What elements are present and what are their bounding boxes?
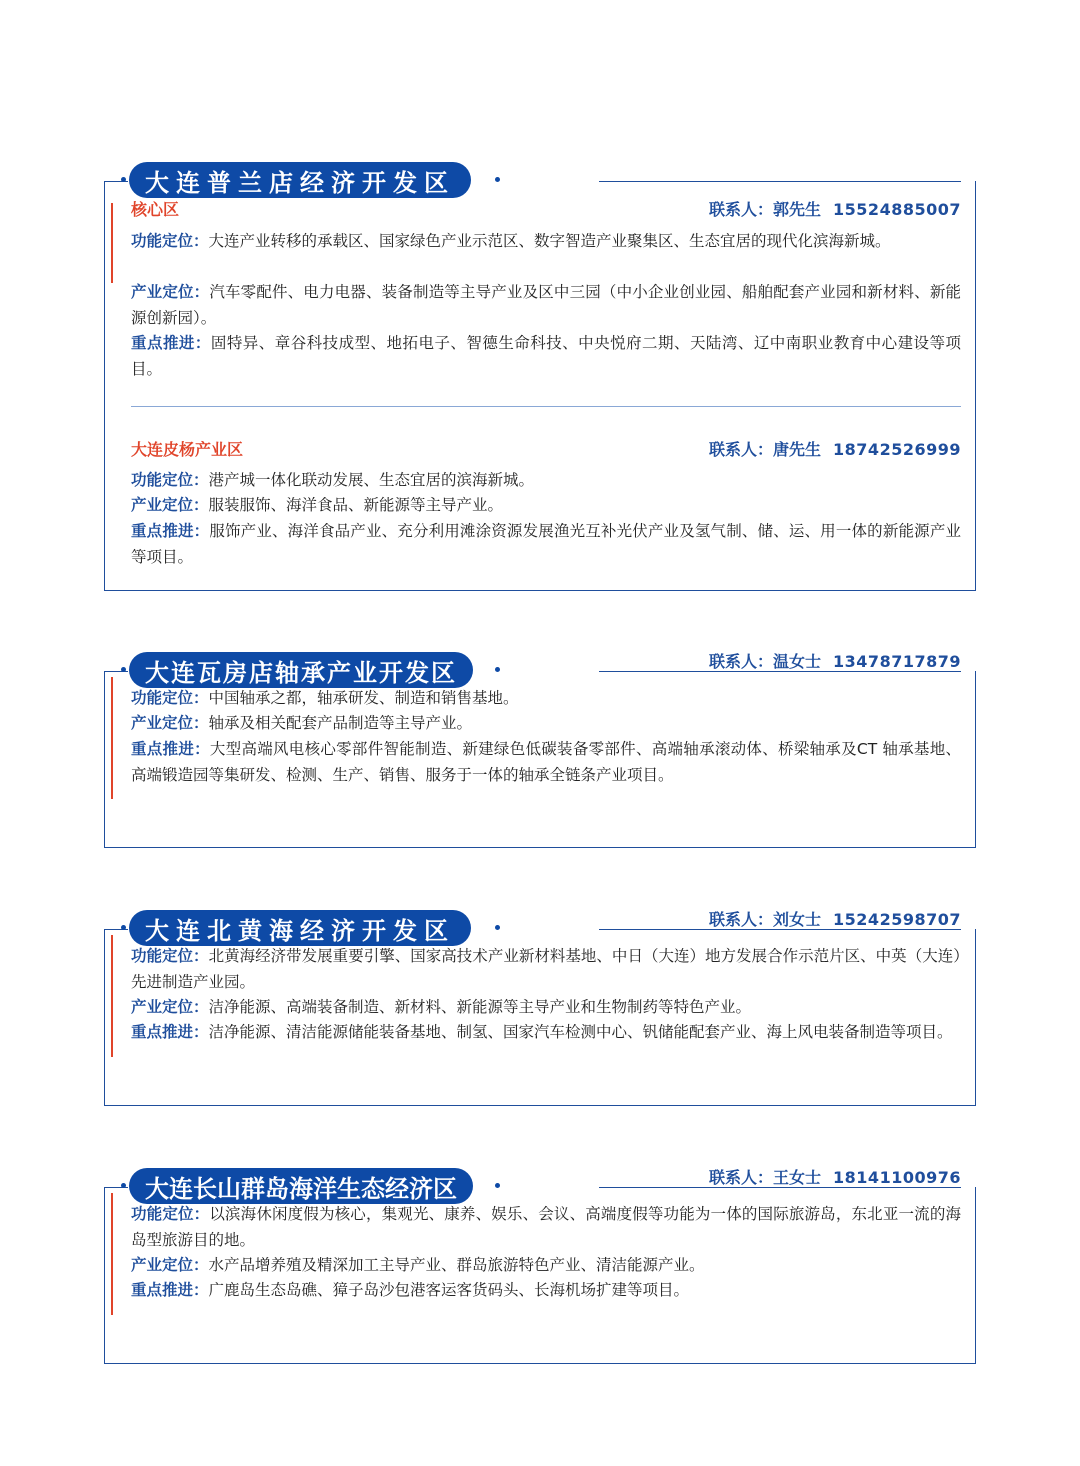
title-dot-right bbox=[495, 925, 500, 930]
item-paragraph: 重点推进：固特异、章谷科技成型、地拓电子、智德生命科技、中央悦府二期、天陆湾、辽中南职业教育中心建设等项目。 bbox=[131, 334, 961, 378]
contact-info bbox=[709, 649, 961, 672]
contact-info bbox=[709, 907, 961, 930]
item-paragraph: 重点推进：服饰产业、海洋食品产业、充分利用滩涂资源发展渔光互补光伏产业及氢气制、储、运、用一体的新能源产业等项目。 bbox=[131, 522, 961, 566]
contact-info bbox=[709, 1165, 961, 1188]
item-paragraph: 功能定位：北黄海经济带发展重要引擎、国家高技术产业新材料基地、中日（大连）地方发展合作示范片区、中英（大连）先进制造产业园。 bbox=[131, 947, 961, 991]
title-dot-left bbox=[121, 177, 126, 182]
item-paragraph: 产业定位：洁净能源、高端装备制造、新材料、新能源等主导产业和生物制药等特色产业。 bbox=[131, 998, 752, 1016]
contact-label: 联系人：温女士 bbox=[709, 652, 822, 671]
zone-card-changshan bbox=[104, 1168, 976, 1364]
title-dot-left bbox=[121, 925, 126, 930]
item-paragraph: 产业定位：服装服饰、海洋食品、新能源等主导产业。 bbox=[131, 496, 504, 514]
accent-bar bbox=[111, 935, 113, 1057]
item-paragraph: 产业定位：汽车零配件、电力电器、装备制造等主导产业及区中三园（中小企业创业园、船舶配套产业园和新材料、新能源创新园）。 bbox=[131, 283, 961, 327]
accent-bar bbox=[111, 203, 113, 283]
item-paragraph: 功能定位：港产城一体化联动发展、生态宜居的滨海新城。 bbox=[131, 471, 535, 489]
title-dot-right bbox=[495, 177, 500, 182]
zone-title: 大连普兰店经济开发区 bbox=[129, 162, 471, 198]
contact-label: 联系人：刘女士 bbox=[709, 910, 822, 929]
accent-bar bbox=[111, 677, 113, 799]
contact-phone: 15242598707 bbox=[833, 910, 961, 929]
contact-phone: 18141100976 bbox=[833, 1168, 961, 1187]
title-dot-right bbox=[495, 1183, 500, 1188]
section-divider bbox=[131, 406, 961, 407]
item-paragraph: 功能定位：中国轴承之都，轴承研发、制造和销售基地。 bbox=[131, 689, 519, 707]
accent-bar bbox=[111, 1193, 113, 1315]
title-dot-right bbox=[495, 667, 500, 672]
contact-phone: 15524885007 bbox=[833, 200, 961, 219]
item-paragraph: 重点推进：大型高端风电核心零部件智能制造、新建绿色低碳装备零部件、高端轴承滚动体、桥梁轴承及CT 轴承基地、高端锻造园等集研发、检测、生产、销售、服务于一体的轴承全链条产业项目。 bbox=[131, 740, 961, 784]
zone-card-pulandian bbox=[104, 168, 976, 591]
contact-info bbox=[709, 437, 961, 460]
subarea-name: 核心区 bbox=[131, 200, 180, 219]
contact-phone: 13478717879 bbox=[833, 652, 961, 671]
card-top-line bbox=[599, 181, 961, 182]
item-paragraph: 重点推进：洁净能源、清洁能源储能装备基地、制氢、国家汽车检测中心、钒储能配套产业、海上风电装备制造等项目。 bbox=[131, 1023, 953, 1041]
contact-info bbox=[709, 197, 961, 220]
zone-card-wafangdian bbox=[104, 652, 976, 848]
item-paragraph: 重点推进：广鹿岛生态岛礁、獐子岛沙包港客运客货码头、长海机场扩建等项目。 bbox=[131, 1281, 690, 1299]
item-paragraph: 功能定位：大连产业转移的承载区、国家绿色产业示范区、数字智造产业聚集区、生态宜居的现代化滨海新城。 bbox=[131, 232, 891, 250]
zone-title: 大连瓦房店轴承产业开发区 bbox=[129, 652, 473, 688]
item-paragraph: 产业定位：水产品增养殖及精深加工主导产业、群岛旅游特色产业、清洁能源产业。 bbox=[131, 1256, 705, 1274]
item-paragraph: 产业定位：轴承及相关配套产品制造等主导产业。 bbox=[131, 714, 473, 732]
subarea-name: 大连皮杨产业区 bbox=[131, 440, 244, 459]
contact-label: 联系人：王女士 bbox=[709, 1168, 822, 1187]
contact-label: 联系人：唐先生 bbox=[709, 440, 822, 459]
zone-title: 大连北黄海经济开发区 bbox=[129, 910, 471, 946]
contact-phone: 18742526999 bbox=[833, 440, 961, 459]
contact-label: 联系人：郭先生 bbox=[709, 200, 822, 219]
item-paragraph: 功能定位：以滨海休闲度假为核心，集观光、康养、娱乐、会议、高端度假等功能为一体的国际旅游岛，东北亚一流的海岛型旅游目的地。 bbox=[131, 1205, 961, 1249]
title-dot-left bbox=[121, 1183, 126, 1188]
title-dot-left bbox=[121, 667, 126, 672]
zone-card-beihuanghai bbox=[104, 910, 976, 1106]
zone-title: 大连长山群岛海洋生态经济区 bbox=[129, 1168, 473, 1204]
